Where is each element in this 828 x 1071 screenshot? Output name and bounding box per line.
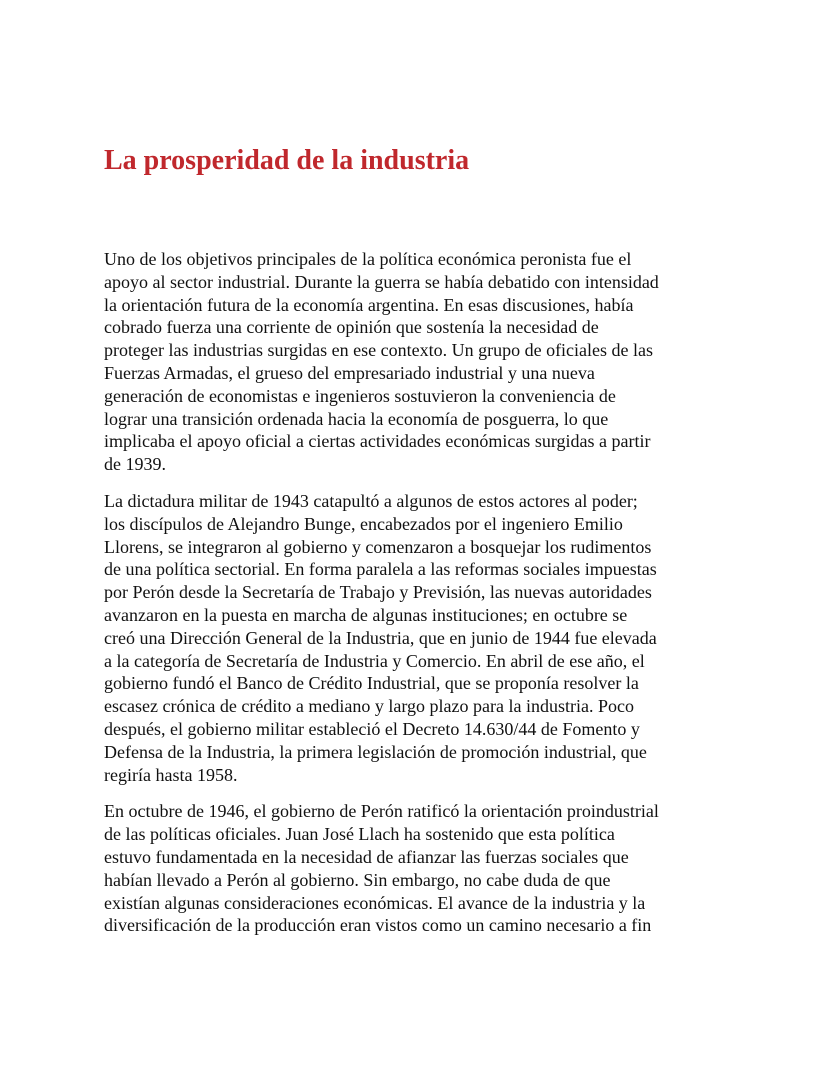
text-line: existían algunas consideraciones económicas. El avance de la industria y la bbox=[104, 892, 646, 913]
text-line: La dictadura militar de 1943 catapultó a algunos de estos actores al poder; bbox=[104, 490, 638, 511]
text-line: por Perón desde la Secretaría de Trabajo y Previsión, las nuevas autoridades bbox=[104, 582, 652, 603]
body-text bbox=[104, 248, 728, 951]
text-line: Llorens, se integraron al gobierno y comenzaron a bosquejar los rudimentos bbox=[104, 536, 652, 557]
text-line: implicaba el apoyo oficial a ciertas actividades económicas surgidas a partir bbox=[104, 431, 651, 452]
page-title: La prosperidad de la industria bbox=[104, 145, 470, 176]
text-line: creó una Dirección General de la Industria, que en junio de 1944 fue elevada bbox=[104, 627, 657, 648]
text-line: Defensa de la Industria, la primera legislación de promoción industrial, que bbox=[104, 741, 647, 762]
text-line: apoyo al sector industrial. Durante la guerra se había debatido con intensidad bbox=[104, 271, 659, 292]
text-line: proteger las industrias surgidas en ese contexto. Un grupo de oficiales de las bbox=[104, 340, 654, 361]
text-line: habían llevado a Perón al gobierno. Sin embargo, no cabe duda de que bbox=[104, 869, 611, 890]
text-line: Fuerzas Armadas, el grueso del empresariado industrial y una nueva bbox=[104, 362, 595, 383]
text-line: gobierno fundó el Banco de Crédito Industrial, que se proponía resolver la bbox=[104, 673, 639, 694]
text-line: cobrado fuerza una corriente de opinión que sostenía la necesidad de bbox=[104, 317, 599, 338]
text-line: avanzaron en la puesta en marcha de algunas instituciones; en octubre se bbox=[104, 604, 628, 625]
text-line: de una política sectorial. En forma paralela a las reformas sociales impuestas bbox=[104, 559, 657, 580]
text-line: los discípulos de Alejandro Bunge, encabezados por el ingeniero Emilio bbox=[104, 513, 623, 534]
text-line: En octubre de 1946, el gobierno de Perón ratificó la orientación proindustrial bbox=[104, 801, 659, 822]
text-line: Uno de los objetivos principales de la política económica peronista fue el bbox=[104, 249, 632, 269]
text-line: diversificación de la producción eran vistos como un camino necesario a fin bbox=[104, 915, 652, 936]
text-line: después, el gobierno militar estableció el Decreto 14.630/44 de Fomento y bbox=[104, 718, 640, 739]
paragraph bbox=[104, 800, 728, 937]
text-line: estuvo fundamentada en la necesidad de afianzar las fuerzas sociales que bbox=[104, 846, 629, 867]
text-line: de 1939. bbox=[104, 454, 166, 475]
text-line: la orientación futura de la economía argentina. En esas discusiones, había bbox=[104, 294, 634, 315]
text-line: escasez crónica de crédito a mediano y largo plazo para la industria. Poco bbox=[104, 696, 634, 717]
text-line: lograr una transición ordenada hacia la economía de posguerra, lo que bbox=[104, 408, 609, 429]
paragraph bbox=[104, 490, 728, 786]
text-line: a la categoría de Secretaría de Industria y Comercio. En abril de ese año, el bbox=[104, 650, 645, 671]
text-line: de las políticas oficiales. Juan José Llach ha sostenido que esta política bbox=[104, 824, 615, 845]
paragraph bbox=[104, 248, 728, 476]
text-line: regiría hasta 1958. bbox=[104, 764, 238, 785]
text-line: generación de economistas e ingenieros sostuvieron la conveniencia de bbox=[104, 385, 616, 406]
